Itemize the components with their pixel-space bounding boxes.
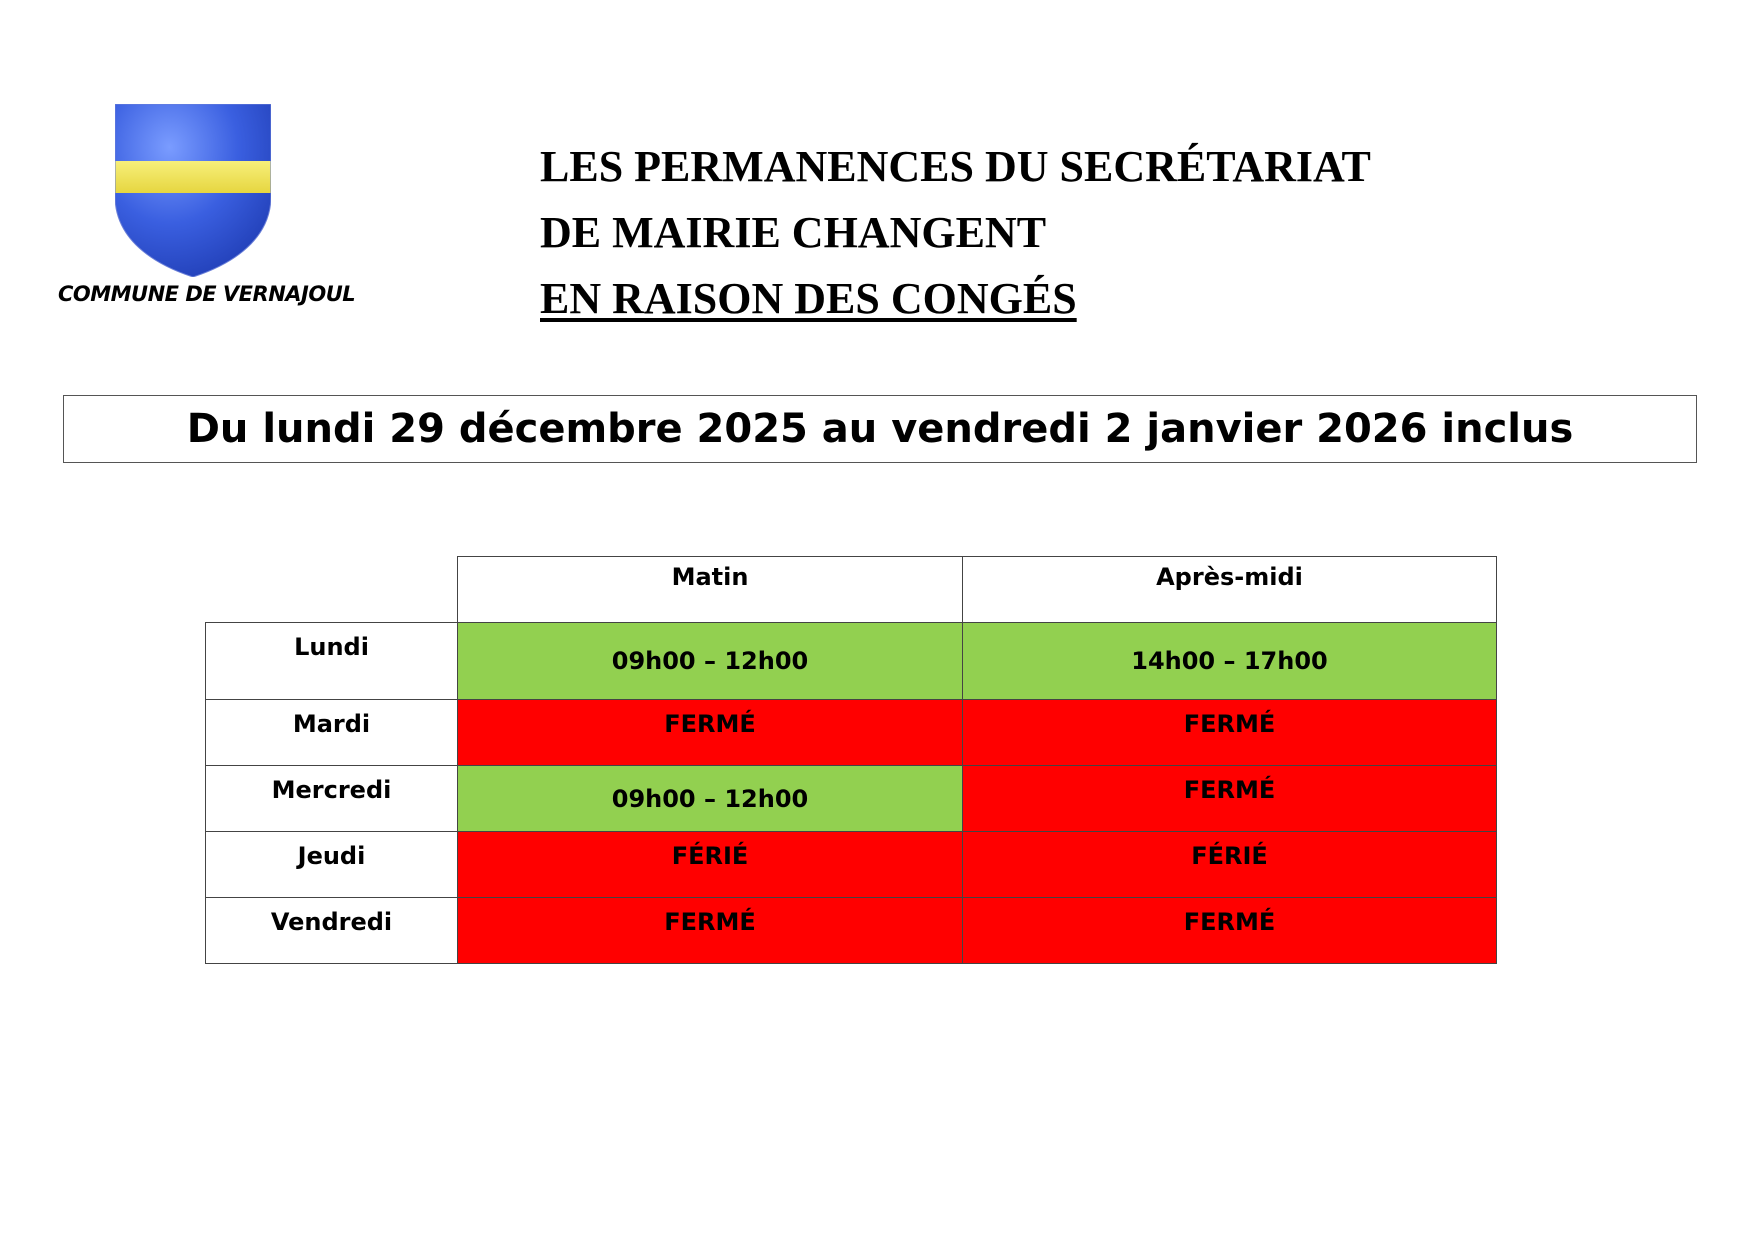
- title-line-2: DE MAIRIE CHANGENT: [540, 208, 1047, 257]
- afternoon-cell: FERMÉ: [963, 766, 1497, 832]
- table-row: [206, 700, 1497, 766]
- commune-name: COMMUNE DE VERNAJOUL: [58, 282, 356, 306]
- title-line-1: LES PERMANENCES DU SECRÉTARIAT: [540, 142, 1371, 191]
- table-row: [206, 623, 1497, 700]
- day-cell: Lundi: [206, 623, 458, 700]
- header-morning: Matin: [458, 557, 963, 623]
- morning-cell: 09h00 – 12h00: [458, 766, 963, 832]
- table-row: [206, 832, 1497, 898]
- table-row: [206, 898, 1497, 964]
- morning-cell: FÉRIÉ: [458, 832, 963, 898]
- day-cell: Jeudi: [206, 832, 458, 898]
- table-header-row: [206, 557, 1497, 623]
- empty-corner-cell: [206, 557, 458, 623]
- morning-cell: FERMÉ: [458, 700, 963, 766]
- coat-of-arms-icon: [115, 104, 271, 277]
- afternoon-cell: 14h00 – 17h00: [963, 623, 1497, 700]
- title-line-3: EN RAISON DES CONGÉS: [540, 274, 1077, 323]
- afternoon-cell: FERMÉ: [963, 898, 1497, 964]
- day-cell: Mardi: [206, 700, 458, 766]
- table-row: [206, 766, 1497, 832]
- afternoon-cell: FÉRIÉ: [963, 832, 1497, 898]
- header-afternoon: Après-midi: [963, 557, 1497, 623]
- day-cell: Vendredi: [206, 898, 458, 964]
- period-banner: Du lundi 29 décembre 2025 au vendredi 2 janvier 2026 inclus: [63, 395, 1697, 463]
- day-cell: Mercredi: [206, 766, 458, 832]
- afternoon-cell: FERMÉ: [963, 700, 1497, 766]
- morning-cell: 09h00 – 12h00: [458, 623, 963, 700]
- morning-cell: FERMÉ: [458, 898, 963, 964]
- page-title: [540, 134, 1371, 332]
- schedule-table: [205, 556, 1497, 964]
